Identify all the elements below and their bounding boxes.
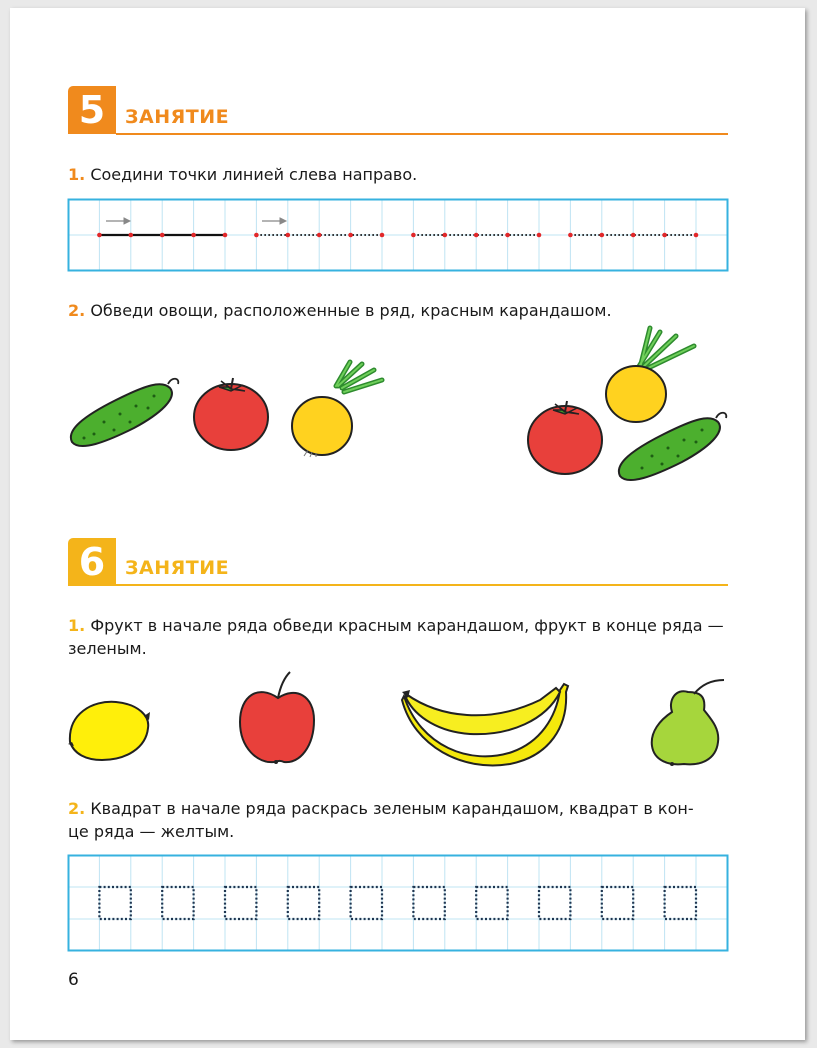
task-number: 1. <box>68 165 86 184</box>
pear <box>648 676 730 768</box>
page-number: 6 <box>68 970 79 990</box>
task-text: Обведи овощи, расположенные в ряд, красным карандашом. <box>90 301 612 320</box>
squares-grid <box>68 855 728 951</box>
dotted-square <box>665 887 696 919</box>
task-text-line-1: Фрукт в начале ряда обведи красным карандашом, фрукт в конце ряда — <box>90 616 724 635</box>
dotted-square <box>476 887 507 919</box>
task-text-line-1: Квадрат в начале ряда раскрась зеленым карандашом, квадрат в кон- <box>90 799 694 818</box>
dotted-square <box>225 887 256 919</box>
grid-border <box>69 856 728 951</box>
tomato-cluster <box>525 398 605 476</box>
lemon <box>66 694 152 764</box>
lesson-5-title: ЗАНЯТИЕ <box>125 106 230 128</box>
lesson-6-task-1 <box>68 614 733 660</box>
cucumber-cluster <box>612 404 730 486</box>
lesson-6-title: ЗАНЯТИЕ <box>125 557 230 579</box>
lesson-5-rule <box>116 133 728 135</box>
arrow-right-icon <box>106 218 130 224</box>
dotted-square <box>602 887 633 919</box>
task-text: Соедини точки линией слева направо. <box>90 165 418 184</box>
tomato-row <box>191 375 271 453</box>
dotted-square <box>539 887 570 919</box>
lesson-6-badge: 6 <box>68 538 116 586</box>
banana <box>400 676 570 768</box>
dotted-square <box>413 887 444 919</box>
arrow-right-icon <box>262 218 286 224</box>
task-number: 2. <box>68 301 86 320</box>
dotted-squares <box>99 887 696 919</box>
task-text-line-2: зеленым. <box>68 639 147 658</box>
dotted-square <box>99 887 130 919</box>
lesson-5-badge: 5 <box>68 86 116 134</box>
dotted-square <box>288 887 319 919</box>
dot-line-grid <box>68 199 728 271</box>
lesson-6-rule <box>116 584 728 586</box>
cucumber-row <box>64 372 184 454</box>
lesson-5-task-2 <box>68 299 612 322</box>
task-number: 1. <box>68 616 86 635</box>
dotted-square <box>351 887 382 919</box>
task-number: 2. <box>68 799 86 818</box>
lesson-6-task-2 <box>68 797 733 843</box>
grid-lines <box>68 855 728 951</box>
task-text-line-2: це ряда — желтым. <box>68 822 235 841</box>
apple <box>238 670 318 768</box>
onion-row <box>288 358 392 458</box>
dotted-square <box>162 887 193 919</box>
lesson-5-task-1 <box>68 163 417 186</box>
